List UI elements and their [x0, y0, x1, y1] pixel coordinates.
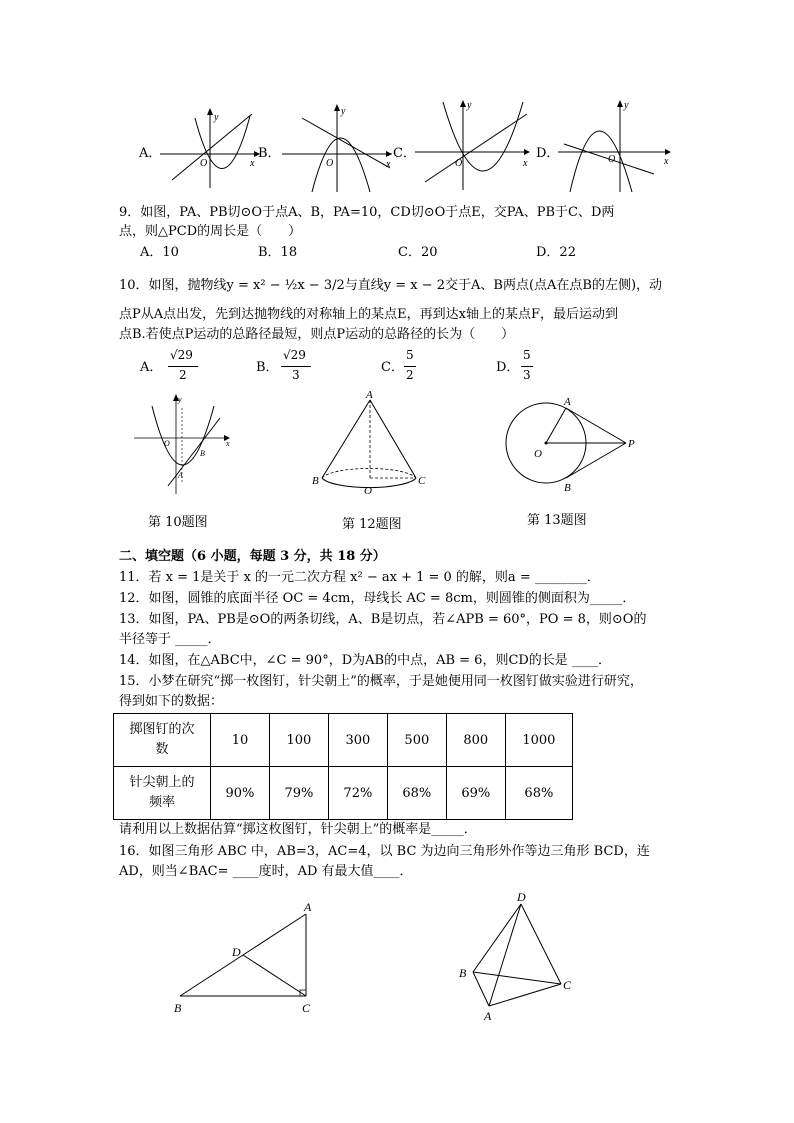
svg-text:A: A: [366, 389, 373, 401]
q10-choice-c-label: C．: [381, 360, 404, 375]
table-cell: 1000: [505, 714, 572, 767]
q10-choice-a-den: 2: [179, 368, 187, 382]
q11-text: 11．若 x = 1是关于 x 的一元二次方程 x² − ax + 1 = 0 的解，则a = ________．: [119, 570, 600, 585]
svg-text:O: O: [534, 448, 542, 460]
svg-text:O: O: [455, 158, 463, 169]
q9-line1: 9．如图，PA、PB切⊙O于点A、B，PA=10，CD切⊙O于点E，交PA、PB于C、D两: [119, 205, 615, 220]
section-heading: 二、填空题（6 小题，每题 3 分，共 18 分）: [119, 549, 386, 564]
svg-text:C: C: [418, 475, 426, 487]
caption-fig10: 第 10题图: [148, 515, 208, 530]
q14-text: 14．如图，在△ABC中，∠C = 90°，D为AB的中点，AB = 6，则CD的长是 ____．: [119, 653, 611, 668]
svg-text:x: x: [226, 439, 230, 448]
fraction-bar: [281, 366, 311, 367]
q10-choice-d-num: 5: [523, 348, 531, 362]
option-d-label: D．: [536, 146, 560, 161]
svg-text:B: B: [312, 475, 319, 487]
q9-choice-c: C．20: [398, 245, 438, 260]
graph-option-c: [415, 100, 535, 190]
q10-choice-d-label: D．: [496, 360, 520, 375]
svg-text:B: B: [459, 966, 467, 980]
figure-q12-cone: [312, 390, 432, 500]
table-cell: 90%: [211, 767, 270, 820]
q9-choice-b: B．18: [258, 245, 298, 260]
table-row: [114, 714, 573, 767]
fraction-bar: [168, 366, 198, 367]
q10-choice-b-num: √29: [283, 348, 306, 362]
q10-choice-c-den: 2: [406, 368, 414, 382]
svg-text:y: y: [467, 100, 472, 111]
figure-q14-right-triangle: [170, 900, 330, 1025]
q9-choice-a: A．10: [140, 245, 179, 260]
origin-label: O: [200, 158, 208, 169]
q10-choice-a-label: A．: [140, 360, 163, 375]
svg-text:x: x: [523, 158, 528, 169]
caption-fig12: 第 12题图: [342, 517, 402, 532]
table-cell: 79%: [269, 767, 328, 820]
axis-y-label: y: [214, 112, 219, 123]
graph-option-d: [558, 100, 678, 195]
table-cell: 500: [387, 714, 446, 767]
svg-text:x: x: [386, 159, 391, 170]
figure-q13-tangents: [500, 390, 650, 500]
fraction-bar: [521, 366, 533, 367]
svg-text:A: A: [564, 396, 571, 408]
table-cell: 800: [446, 714, 505, 767]
q15-line2: 得到如下的数据：: [119, 694, 224, 709]
svg-text:O: O: [608, 154, 616, 165]
q10-choice-d-den: 3: [523, 368, 531, 382]
q10-line3: 点B.若使点P运动的总路径最短，则点P运动的总路径的长为（ ）: [119, 327, 515, 342]
svg-text:O: O: [164, 439, 170, 448]
svg-text:C: C: [563, 978, 572, 992]
svg-text:y: y: [178, 395, 182, 404]
option-a-label: A．: [139, 146, 162, 161]
table-header-cell: 掷图钉的次 数: [114, 714, 211, 767]
q13-line1: 13．如图，PA、PB是⊙O的两条切线，A、B是切点，若∠APB = 60°，PO = 8，则⊙O的: [119, 612, 647, 627]
svg-text:B: B: [174, 1001, 182, 1015]
svg-text:C: C: [302, 1001, 311, 1015]
figure-q10-parabola: [134, 394, 234, 494]
graph-option-a: [160, 108, 265, 188]
fraction-bar: [404, 366, 416, 367]
svg-text:B: B: [564, 482, 571, 494]
table-header-cell: 针尖朝上的 频率: [114, 767, 211, 820]
q10-line1: 10．如图，抛物线y = x² − ½x − 3/2与直线y = x − 2交于A、B两点(点A在点B的左侧)，动: [119, 278, 663, 293]
svg-text:D: D: [517, 890, 526, 904]
q10-line2: 点P从A点出发，先到达抛物线的对称轴上的某点E，再到达x轴上的某点F，最后运动到: [119, 307, 618, 322]
svg-text:P: P: [628, 438, 635, 450]
q10-choice-b-label: B．: [256, 360, 279, 375]
svg-text:D: D: [232, 945, 241, 959]
svg-text:B: B: [200, 449, 205, 458]
table-cell: 10: [211, 714, 270, 767]
table-cell: 69%: [446, 767, 505, 820]
option-c-label: C．: [393, 146, 416, 161]
q10-choice-a-num: √29: [170, 348, 193, 362]
option-b-label: B．: [258, 146, 281, 161]
table-cell: 68%: [387, 767, 446, 820]
svg-text:y: y: [341, 106, 346, 117]
q9-choice-d: D．22: [536, 245, 576, 260]
svg-text:A: A: [484, 1009, 492, 1023]
q16-line1: 16．如图三角形 ABC 中，AB=3，AC=4，以 BC 为边向三角形外作等边三角形 BCD，连: [119, 844, 650, 859]
q15-line1: 15．小梦在研究“掷一枚图钉，针尖朝上”的概率，于是她便用同一枚图钉做实验进行研究，: [119, 674, 643, 689]
q12-text: 12．如图，圆锥的底面半径 OC = 4cm，母线长 AC = 8cm，则圆锥的侧面积为_____．: [119, 591, 636, 606]
q10-choice-b-den: 3: [292, 368, 300, 382]
graph-option-b: [282, 104, 397, 192]
q9-line2: 点，则△PCD的周长是（ ）: [119, 224, 302, 239]
figure-q16-equilateral: [455, 890, 585, 1025]
caption-fig13: 第 13题图: [527, 513, 587, 528]
svg-text:O: O: [326, 158, 334, 169]
table-cell: 300: [328, 714, 387, 767]
table-cell: 72%: [328, 767, 387, 820]
q15-line3: 请利用以上数据估算“掷这枚图钉，针尖朝上”的概率是_____．: [119, 822, 477, 837]
q16-line2: AD，则当∠BAC= ____度时，AD 有最大值____．: [119, 864, 413, 879]
svg-text:O: O: [364, 485, 372, 497]
q13-line2: 半径等于 _____．: [119, 632, 221, 647]
svg-text:A: A: [178, 471, 183, 480]
table-row: [114, 767, 573, 820]
axis-x-label: x: [250, 158, 255, 169]
svg-text:A: A: [304, 900, 312, 914]
q10-choice-c-num: 5: [406, 348, 414, 362]
frequency-table: [113, 713, 573, 820]
svg-text:y: y: [624, 100, 629, 111]
table-cell: 100: [269, 714, 328, 767]
table-cell: 68%: [505, 767, 572, 820]
svg-text:x: x: [664, 156, 669, 167]
